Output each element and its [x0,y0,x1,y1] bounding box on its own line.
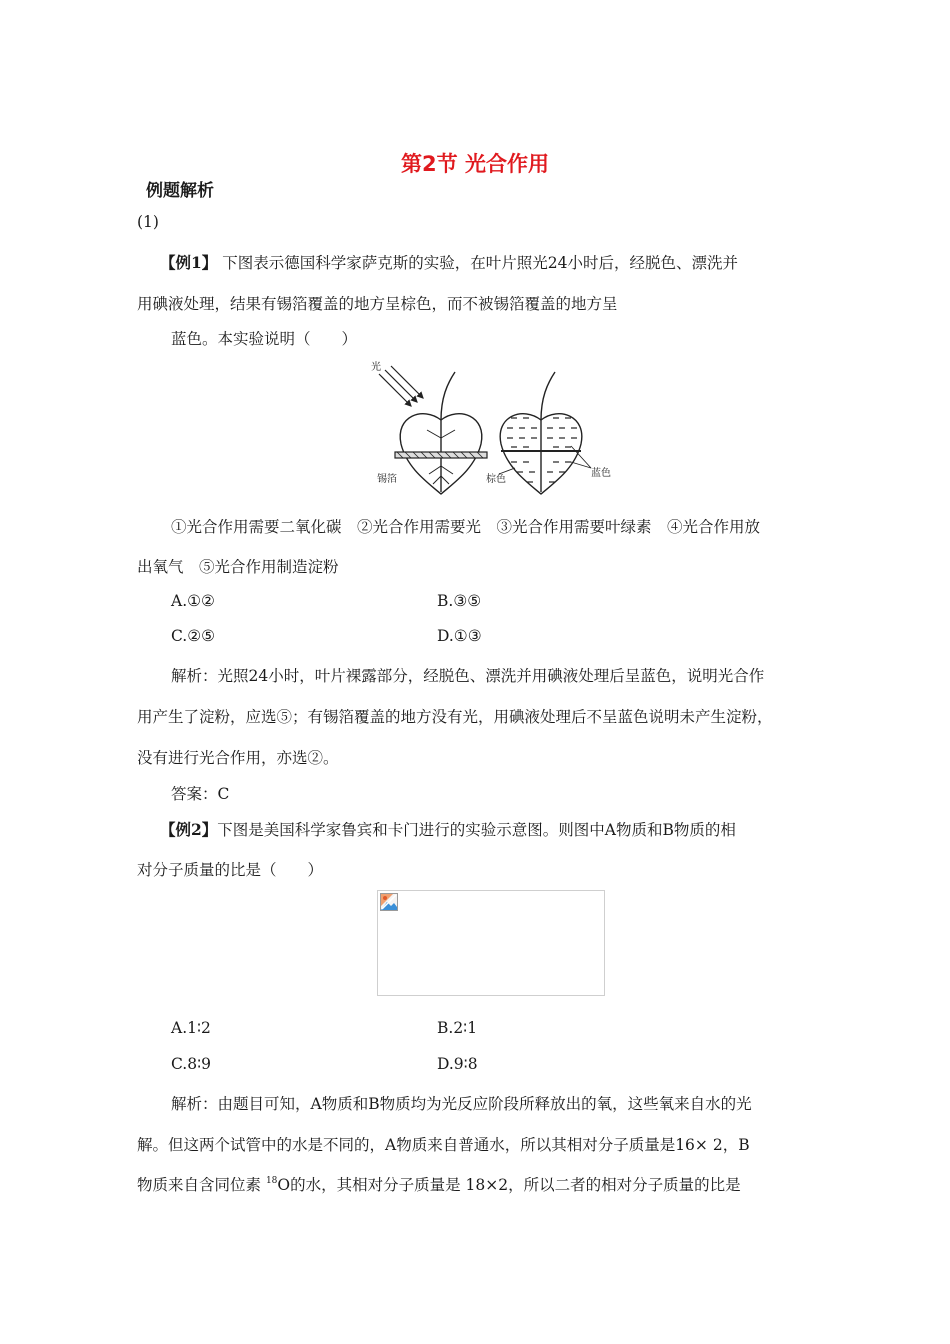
example-1-option-b: B.③⑤ [437,592,482,610]
example-2-option-b: B.2∶1 [437,1019,478,1037]
example-2-text-line1: 下图是美国科学家鲁宾和卡门进行的实验示意图。则图中A物质和B物质的相 [217,821,736,839]
example-1-option-d: D.①③ [437,627,482,645]
example-2-analysis-line3 [137,1173,741,1195]
right-leaf [499,372,591,494]
tin-foil-strip [395,452,487,458]
light-label: 光 [371,362,381,373]
brown-label: 棕色 [486,474,506,485]
example-2-question [160,818,736,840]
example-2-analysis-line1: 解析：由题目可知，A物质和B物质均为光反应阶段所释放出的氧，这些氧来自水的光 [171,1095,752,1113]
example-1-analysis-line3: 没有进行光合作用，亦选②。 [137,749,339,767]
analysis-text-segment: O的水，其相对分子质量是 18×2，所以二者的相对分子质量的比是 [277,1176,741,1194]
example-1-text-line2: 用碘液处理，结果有锡箔覆盖的地方呈棕色，而不被锡箔覆盖的地方呈 [137,295,618,313]
broken-image-placeholder [377,890,605,996]
page-title: 第2节 光合作用 [401,152,549,176]
example-1-analysis-line2: 用产生了淀粉，应选⑤；有锡箔覆盖的地方没有光，用碘液处理后不呈蓝色说明未产生淀粉， [137,708,773,726]
example-2-text-line2: 对分子质量的比是（ ） [137,861,324,879]
section-heading: 例题解析 [146,181,214,201]
isotope-superscript: 18 [265,1176,278,1186]
example-1-statements-line1: ①光合作用需要二氧化碳 ②光合作用需要光 ③光合作用需要叶绿素 ④光合作用放 [171,518,761,536]
example-2-option-c: C.8∶9 [171,1055,211,1073]
example-1-answer: 答案：C [171,785,230,803]
part-number: (1) [137,213,159,231]
broken-image-icon [380,893,398,911]
left-leaf [400,372,482,494]
example-2-label: 【例2】 [160,820,218,839]
example-1-option-c: C.②⑤ [171,627,216,645]
example-1-label: 【例1】 [160,253,218,272]
example-1-option-a: A.①② [171,592,215,610]
example-1-text-line3: 蓝色。本实验说明（ ） [171,330,358,348]
example-1-question [160,251,738,273]
example-1-statements-line2: 出氧气 ⑤光合作用制造淀粉 [137,558,339,576]
example-2-option-a: A.1∶2 [171,1019,211,1037]
leaf-experiment-figure [365,358,625,498]
light-arrows [379,366,423,406]
tin-foil-label: 锡箔 [377,474,397,485]
analysis-text-segment: 物质来自含同位素 [137,1176,266,1194]
example-2-analysis-line2: 解。但这两个试管中的水是不同的，A物质来自普通水，所以其相对分子质量是16× 2，B [137,1136,750,1154]
example-2-option-d: D.9∶8 [437,1055,478,1073]
example-1-analysis-line1: 解析：光照24小时，叶片裸露部分，经脱色、漂洗并用碘液处理后呈蓝色，说明光合作 [171,667,765,685]
blue-label: 蓝色 [591,468,611,479]
example-1-text-line1: 下图表示德国科学家萨克斯的实验，在叶片照光24小时后，经脱色、漂洗并 [217,254,738,272]
